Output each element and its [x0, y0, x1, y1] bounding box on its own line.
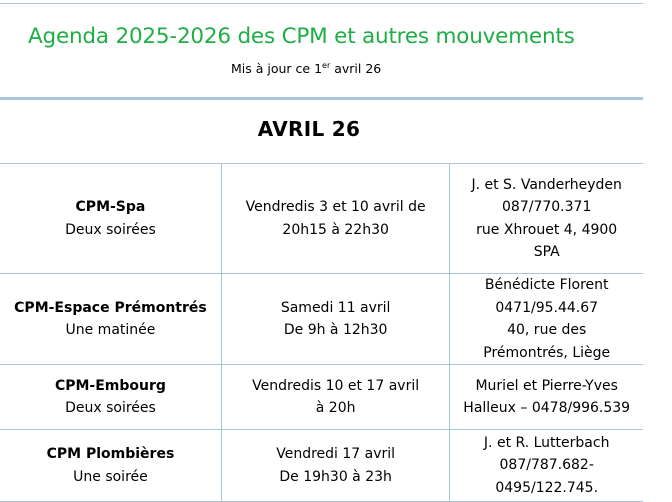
dates-line: Vendredi 17 avril — [276, 446, 396, 462]
dates-cell — [221, 164, 449, 274]
update-date-sup: er — [322, 61, 331, 70]
cpm-detail: Deux soirées — [65, 221, 156, 238]
cpm-detail: Une matinée — [65, 322, 156, 338]
contact-cell — [450, 430, 643, 502]
dates-cell — [221, 274, 449, 365]
dates-line: Vendredis 10 et 17 avril — [252, 377, 420, 394]
agenda-table — [0, 163, 643, 502]
top-rule — [0, 3, 643, 4]
contact-line: 0495/122.745. — [495, 479, 599, 496]
contact-line: 40, rue des — [507, 322, 587, 338]
header-separator — [0, 97, 643, 100]
cpm-name-cell — [0, 430, 221, 502]
dates-cell — [221, 365, 449, 430]
contact-line: Prémontrés, Liège — [483, 344, 611, 361]
cpm-detail: Deux soirées — [65, 400, 156, 416]
cpm-name: CPM-Spa — [75, 199, 146, 215]
contact-line: 087/787.682- — [499, 457, 594, 474]
table-row — [0, 430, 643, 502]
contact-line: SPA — [533, 244, 560, 260]
contact-line: Muriel et Pierre-Yves — [475, 377, 618, 394]
contact-line: Bénédicte Florent — [484, 277, 609, 293]
contact-line: Halleux – 0478/996.539 — [463, 400, 631, 416]
dates-line: 20h15 à 22h30 — [282, 221, 389, 238]
cpm-name-cell — [0, 164, 221, 274]
cpm-name: CPM-Embourg — [54, 377, 166, 394]
cpm-name: CPM-Espace Prémontrés — [14, 299, 207, 316]
contact-line: rue Xhrouet 4, 4900 — [476, 221, 618, 238]
cpm-detail: Une soirée — [73, 468, 148, 485]
dates-line: Samedi 11 avril — [280, 299, 391, 316]
cpm-name-cell — [0, 365, 221, 430]
contact-cell — [450, 164, 643, 274]
dates-line: De 19h30 à 23h — [279, 468, 392, 485]
dates-line: De 9h à 12h30 — [283, 322, 388, 338]
dates-line: à 20h — [315, 400, 356, 416]
cpm-name-cell — [0, 274, 221, 365]
contact-line: 0471/95.44.67 — [495, 299, 599, 316]
dates-line: Vendredis 3 et 10 avril de — [245, 199, 426, 215]
contact-cell — [450, 274, 643, 365]
update-date-suffix: avril 26 — [330, 61, 382, 77]
contact-line: J. et S. Vanderheyden — [471, 176, 622, 193]
contact-line: J. et R. Lutterbach — [483, 434, 610, 451]
cpm-name: CPM Plombières — [46, 446, 175, 462]
table-row — [0, 164, 643, 274]
contact-line: 087/770.371 — [502, 199, 592, 215]
page-title: Agenda 2025-2026 des CPM et autres mouvements — [28, 24, 575, 49]
dates-cell — [221, 430, 449, 502]
update-date — [231, 61, 381, 76]
table-row — [0, 365, 643, 430]
update-date-prefix: Mis à jour ce 1 — [231, 61, 323, 77]
table-row — [0, 274, 643, 365]
month-heading: AVRIL 26 — [257, 117, 361, 141]
contact-cell — [450, 365, 643, 430]
